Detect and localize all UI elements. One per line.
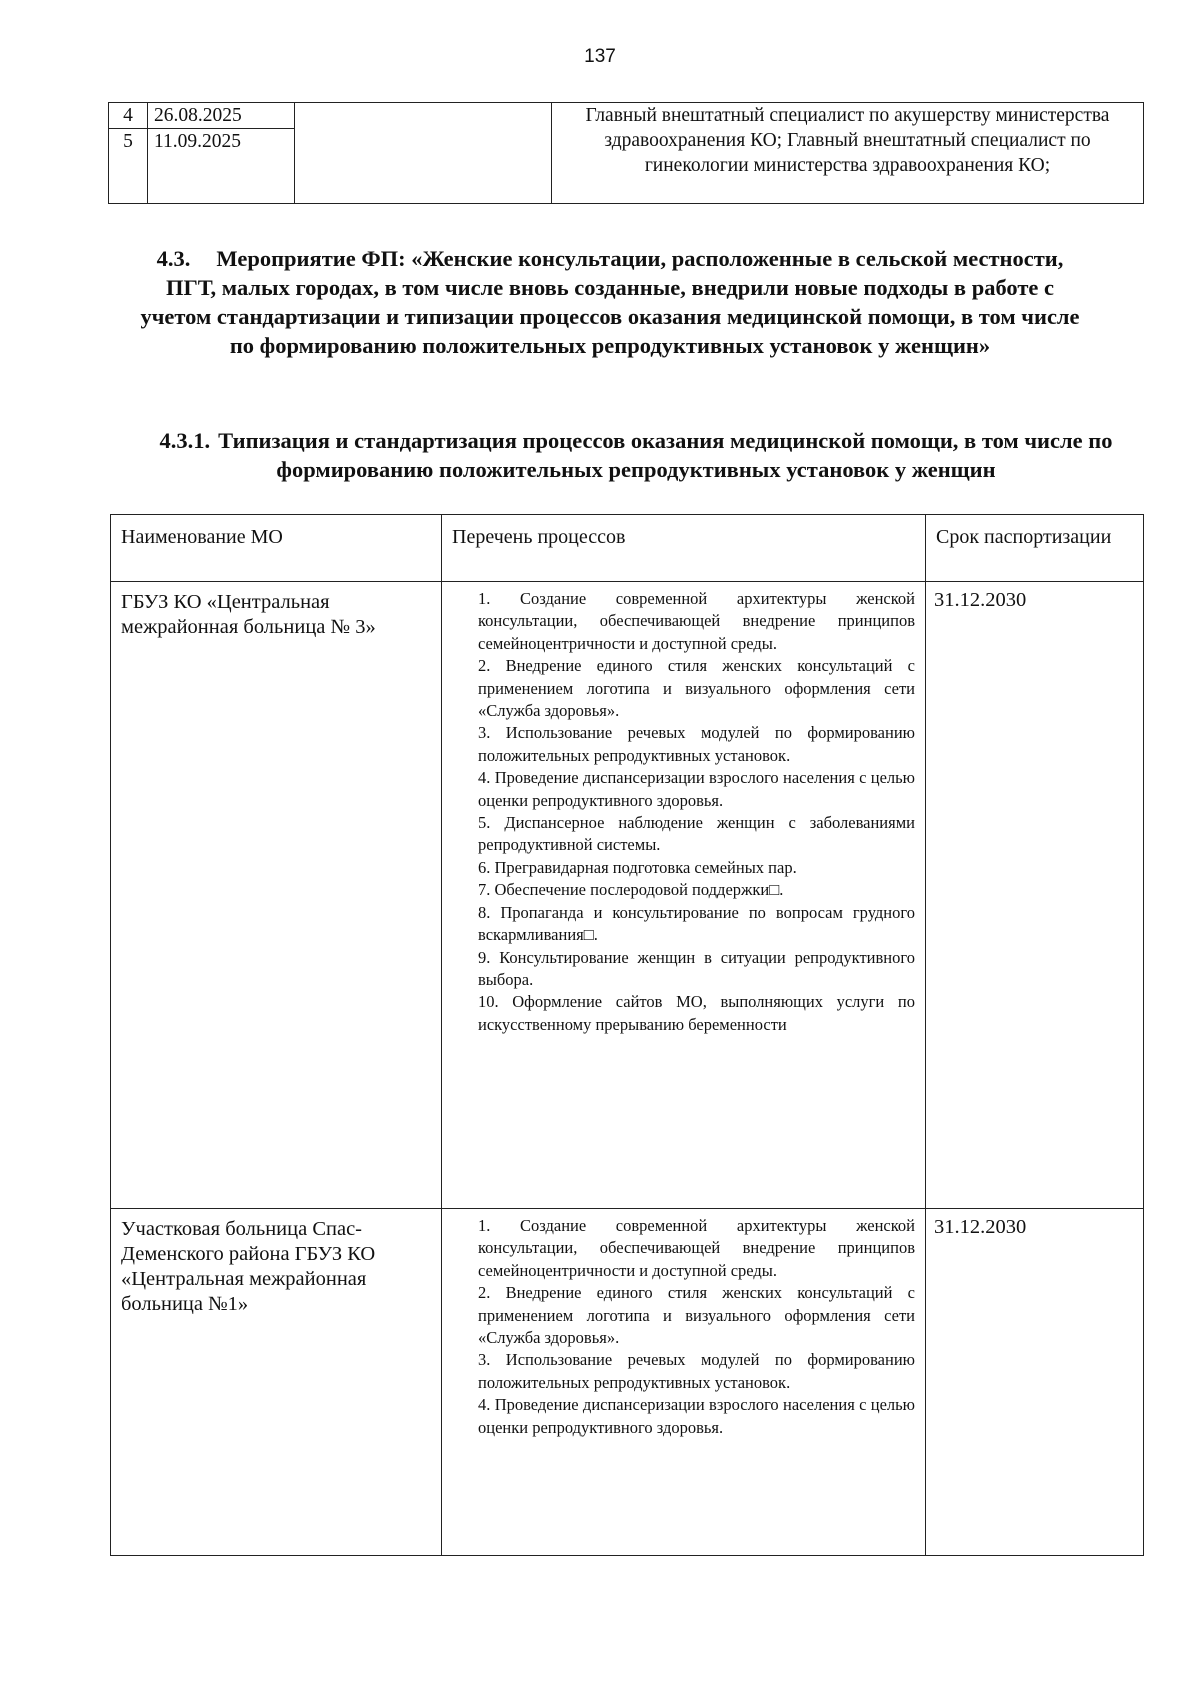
process-list (478, 588, 915, 1036)
process-item: 1. Создание современной архитектуры женской консультации, обеспечивающей внедрение принципов семейноцентричности и доступной среды. (478, 589, 915, 653)
section-heading (140, 244, 1080, 360)
deadline-date: 31.12.2030 (926, 582, 1144, 1209)
process-item: 5. Диспансерное наблюдение женщин с заболеваниями репродуктивной системы. (478, 813, 915, 855)
process-item: 3. Использование речевых модулей по формированию положительных репродуктивных установок. (478, 1350, 915, 1392)
subsection-heading (116, 426, 1156, 484)
table-row (111, 582, 1144, 1209)
process-cell (442, 582, 926, 1209)
schedule-continuation-table (108, 102, 1144, 204)
table-row (109, 103, 1144, 129)
process-item: 7. Обеспечение послеродовой поддержки□. (478, 880, 784, 900)
processes-table (110, 514, 1144, 1556)
process-item: 2. Внедрение единого стиля женских консультаций с применением логотипа и визуального оформления сети «Служба здоровья». (478, 656, 915, 721)
header-deadline: Срок паспортизации (926, 515, 1144, 582)
process-item: 1. Создание современной архитектуры женской консультации, обеспечивающей внедрение принципов семейноцентричности и доступной среды. (478, 1216, 915, 1280)
responsible-specialists: Главный внештатный специалист по акушерству министерства здравоохранения КО; Главный внештатный специалист по гинекологии министерства здравоохранения КО; (552, 103, 1144, 204)
mo-name: Участковая больница Спас-Деменского района ГБУЗ КО «Центральная межрайонная больница №1» (111, 1209, 442, 1556)
table-header-row (111, 515, 1144, 582)
process-item: 4. Проведение диспансеризации взрослого населения с целью оценки репродуктивного здоровья. (478, 1395, 915, 1437)
process-item: 4. Проведение диспансеризации взрослого населения с целью оценки репродуктивного здоровья. (478, 768, 915, 810)
subsection-title: Типизация и стандартизация процессов оказания медицинской помощи, в том числе по формированию положительных репродуктивных установок у женщин (218, 428, 1113, 482)
process-item: 9. Консультирование женщин в ситуации репродуктивного выбора. (478, 947, 915, 989)
row-number: 5 (109, 129, 148, 204)
table-row (111, 1209, 1144, 1556)
process-item: 10. Оформление сайтов МО, выполняющих услуги по искусственному прерыванию беременности (478, 992, 915, 1034)
mo-name: ГБУЗ КО «Центральная межрайонная больница № 3» (111, 582, 442, 1209)
section-title: Мероприятие ФП: «Женские консультации, расположенные в сельской местности, ПГТ, малых городах, в том числе вновь созданные, внедрили новые подходы в работе с учетом стандартизации и типизации процессов оказания медицинской помощи, в том числе по формированию положительных репродуктивных установок у женщин» (140, 246, 1080, 358)
process-item: 6. Прегравидарная подготовка семейных пар. (478, 857, 797, 877)
process-list (478, 1215, 915, 1439)
process-item: 3. Использование речевых модулей по формированию положительных репродуктивных установок. (478, 723, 915, 765)
row-date: 11.09.2025 (148, 129, 295, 204)
process-item: 8. Пропаганда и консультирование по вопросам грудного вскармливания□. (478, 902, 915, 945)
row-date: 26.08.2025 (148, 103, 295, 129)
section-number: 4.3. (156, 246, 191, 271)
process-cell (442, 1209, 926, 1556)
subsection-number: 4.3.1. (159, 428, 211, 453)
deadline-date: 31.12.2030 (926, 1209, 1144, 1556)
header-mo: Наименование МО (111, 515, 442, 582)
header-processes: Перечень процессов (442, 515, 926, 582)
page-number: 137 (584, 46, 616, 67)
process-item: 2. Внедрение единого стиля женских консультаций с применением логотипа и визуального оформления сети «Служба здоровья». (478, 1283, 915, 1348)
row-number: 4 (109, 103, 148, 129)
empty-cell (295, 103, 552, 204)
